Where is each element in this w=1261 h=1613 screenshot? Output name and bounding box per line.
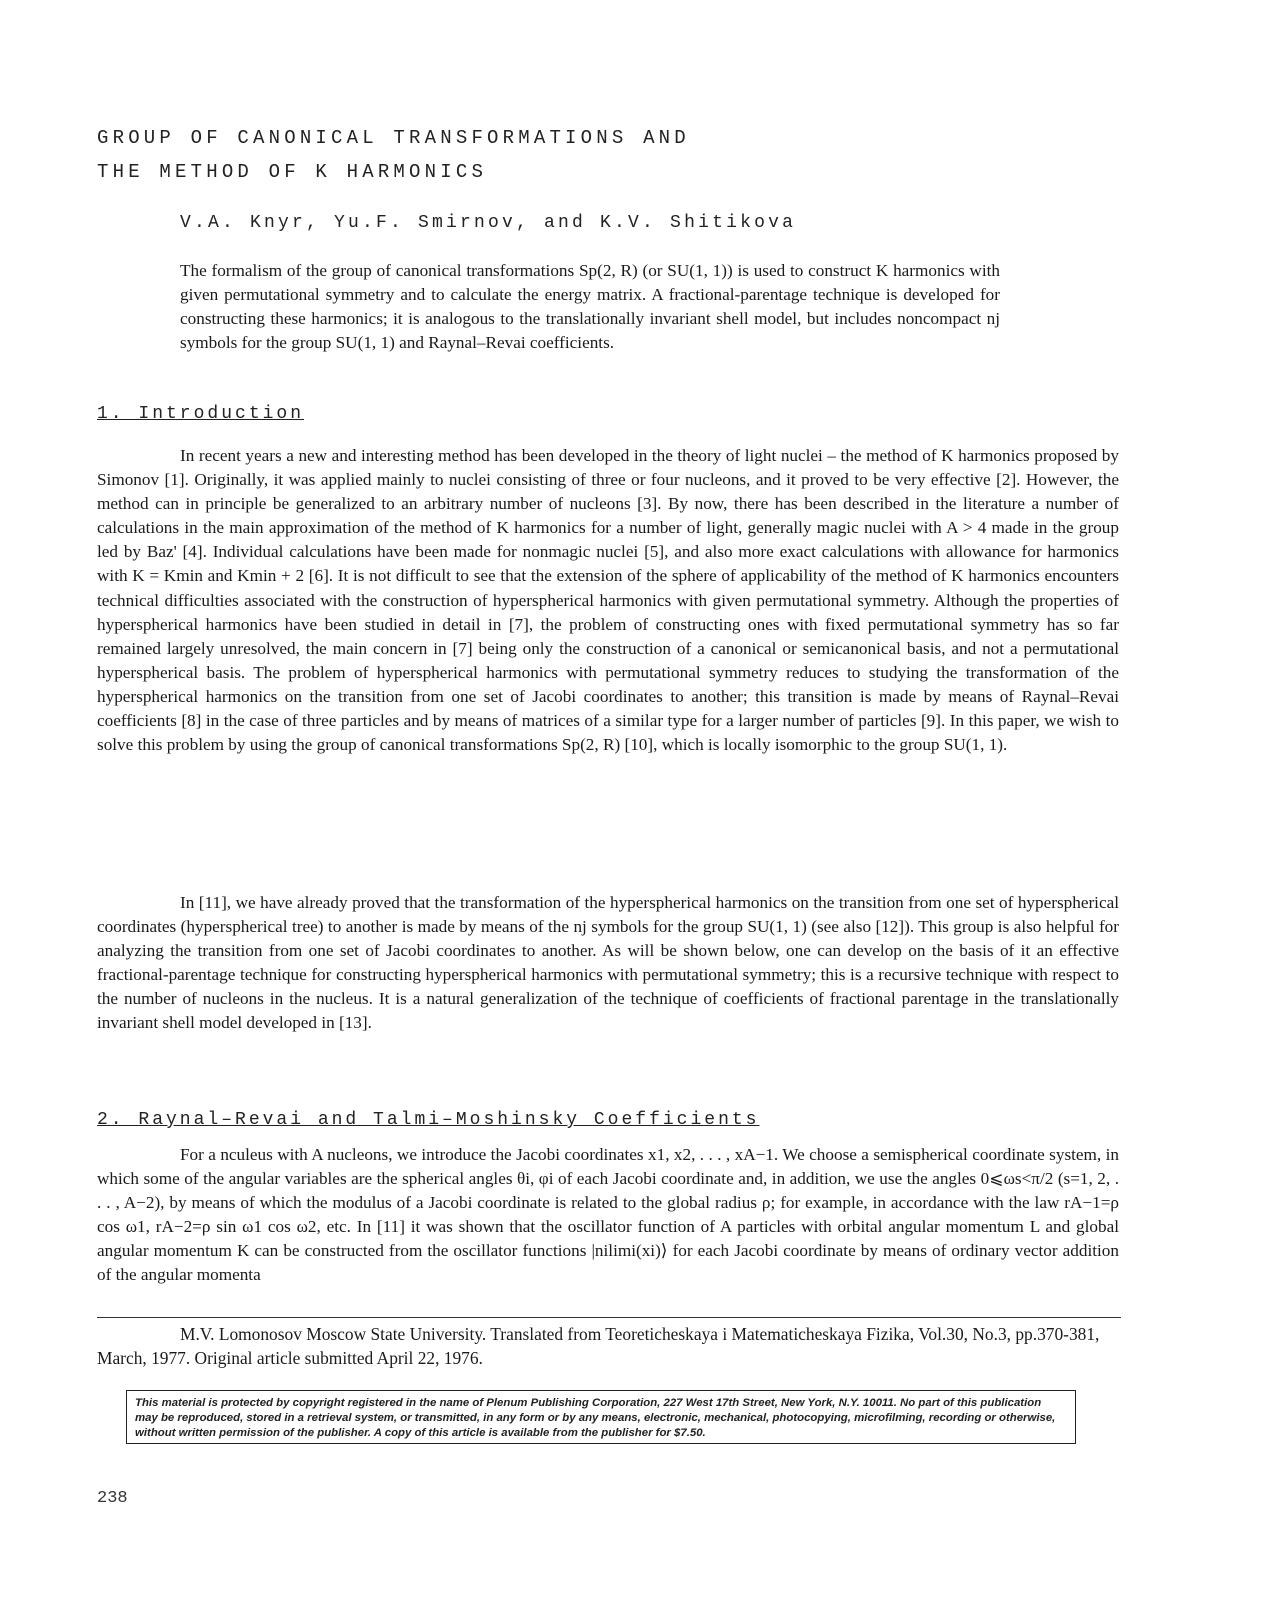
footnote: M.V. Lomonosov Moscow State University. Translated from Teoreticheskaya i Matematicheskaya Fizika, Vol.30, No.3, pp.370-381, March, 1977. Original article submitted April 22, 1976. [97,1324,1100,1368]
section-1-paragraph-2: In [11], we have already proved that the transformation of the hyperspherical harmonics on the transition from one set of hyperspherical coordinates (hyperspherical tree) to another is made by means of the nj symbols for the group SU(1, 1) (see also [12]). This group is also helpful for analyzing the transition from one set of Jacobi coordinates to another. As will be shown below, one can develop on the basis of it an effective fractional-parentage technique for constructing hyperspherical harmonics with permutational symmetry; this is a recursive technique with respect to the number of nucleons in the nucleus. It is a natural generalization of the technique of coefficients of fractional parentage in the translationally invariant shell model developed in [13]. [97,893,1119,1033]
section-1-heading: 1. Introduction [97,404,305,424]
article-title-line-2: THE METHOD OF K HARMONICS [97,161,488,183]
copyright-notice: This material is protected by copyright registered in the name of Plenum Publishing Corporation, 227 West 17th Street, New York, N.Y. 10011. No part of this publication may be reproduced, stored in a retrieval system, or transmitted, in any form or by any means, electronic, mechanical, photocopying, microfilming, recording or otherwise, without written permission of the publisher. A copy of this article is available from the publisher for $7.50. [126,1390,1076,1444]
section-2-heading: 2. Raynal–Revai and Talmi–Moshinsky Coefficients [97,1110,760,1130]
section-1-paragraph-1: In recent years a new and interesting method has been developed in the theory of light nuclei – the method of K harmonics proposed by Simonov [1]. Originally, it was applied mainly to nuclei consisting of three or four nucleons, and it proved to be very effective [2]. However, the method can in principle be generalized to an arbitrary number of nucleons [3]. By now, there has been described in the literature a number of calculations in the main approximation of the method of K harmonics for a number of light, generally magic nuclei with A > 4 made in the group led by Baz' [4]. Individual calculations have been made for nonmagic nuclei [5], and also more exact calculations with allowance for harmonics with K = Kmin and Kmin + 2 [6]. It is not difficult to see that the extension of the sphere of applicability of the method of K harmonics encounters technical difficulties associated with the construction of hyperspherical harmonics with given permutational symmetry. Although the properties of hyperspherical harmonics have been studied in detail in [7], the problem of constructing ones with fixed permutational symmetry has so far remained largely unresolved, the main concern in [7] being only the construction of a canonical or semicanonical basis, and not a permutational hyperspherical basis. The problem of hyperspherical harmonics with permutational symmetry reduces to studying the transformation of the hyperspherical harmonics on the transition from one set of Jacobi coordinates to another; this transition is made by means of Raynal–Revai coefficients [8] in the case of three particles and by means of matrices of a similar type for a larger number of particles [9]. In this paper, we wish to solve this problem by using the group of canonical transformations Sp(2, R) [10], which is locally isomorphic to the group SU(1, 1). [97,446,1119,755]
page-number: 238 [97,1489,128,1508]
section-2-paragraph-1: For a nculeus with A nucleons, we introduce the Jacobi coordinates x1, x2, . . . , xA−1. We choose a semispherical coordinate system, in which some of the angular variables are the spherical angles θi, φi of each Jacobi coordinate and, in addition, we use the angles 0⩽ωs<π/2 (s=1, 2, . . . , A−2), by means of which the modulus of a Jacobi coordinate is related to the global radius ρ; for example, in accordance with the law rA−1=ρ cos ω1, rA−2=ρ sin ω1 cos ω2, etc. In [11] it was shown that the oscillator function of A particles with orbital angular momentum L and global angular momentum K can be constructed from the oscillator functions |nilimi(xi)⟩ for each Jacobi coordinate by means of ordinary vector addition of the angular momenta [97,1145,1119,1285]
authors: V.A. Knyr, Yu.F. Smirnov, and K.V. Shitikova [180,213,797,233]
footnote-rule [97,1317,1121,1318]
abstract: The formalism of the group of canonical transformations Sp(2, R) (or SU(1, 1)) is used to construct K harmonics with given permutational symmetry and to calculate the energy matrix. A fractional-parentage technique is developed for constructing these harmonics; it is analogous to the translationally invariant shell model, but includes noncompact nj symbols for the group SU(1, 1) and Raynal–Revai coefficients. [180,261,1000,352]
article-title-line-1: GROUP OF CANONICAL TRANSFORMATIONS AND [97,127,690,149]
